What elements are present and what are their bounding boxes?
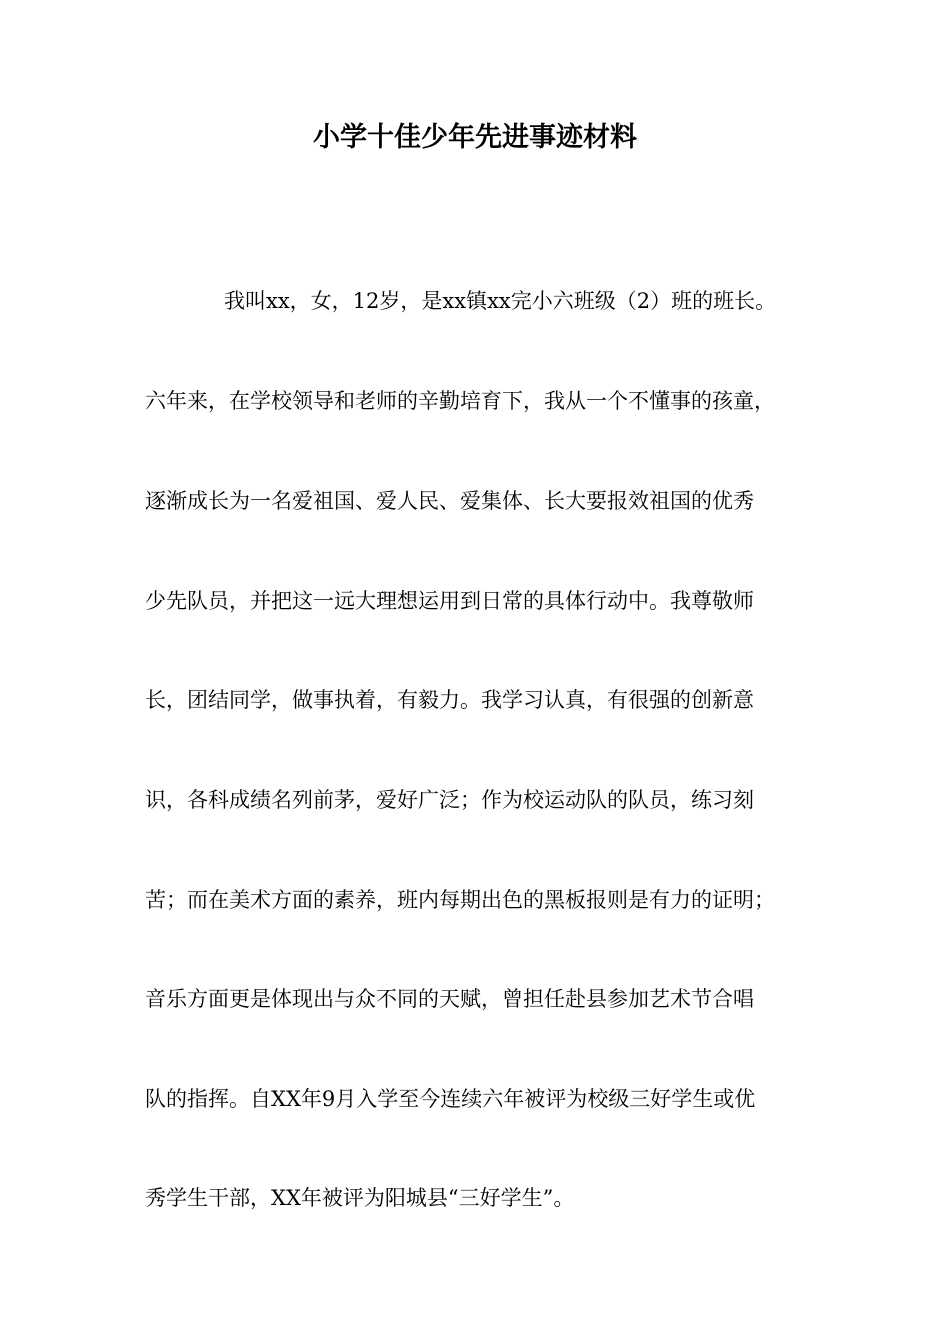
paragraph-line: 识，各科成绩名列前茅，爱好广泛；作为校运动队的队员，练习刻 bbox=[145, 788, 754, 812]
paragraph-line: 秀学生干部，XX年被评为阳城县“三好学生”。 bbox=[145, 1186, 575, 1210]
paragraph-line: 队的指挥。自XX年9月入学至今连续六年被评为校级三好学生或优 bbox=[145, 1087, 756, 1111]
paragraph-line: 音乐方面更是体现出与众不同的天赋，曾担任赴县参加艺术节合唱 bbox=[145, 987, 754, 1011]
document-title: 小学十佳少年先进事迹材料 bbox=[313, 122, 637, 153]
paragraph-line: 苦；而在美术方面的素养，班内每期出色的黑板报则是有力的证明； bbox=[145, 888, 775, 912]
paragraph-line: 逐渐成长为一名爱祖国、爱人民、爱集体、长大要报效祖国的优秀 bbox=[145, 489, 754, 513]
paragraph-line: 我叫xx，女，12岁，是xx镇xx完小六班级（2）班的班长。 bbox=[224, 289, 777, 313]
paragraph-line: 六年来，在学校领导和老师的辛勤培育下，我从一个不懂事的孩童， bbox=[145, 389, 775, 413]
paragraph-line: 长，团结同学，做事执着，有毅力。我学习认真，有很强的创新意 bbox=[145, 688, 754, 712]
paragraph-line: 少先队员，并把这一远大理想运用到日常的具体行动中。我尊敬师 bbox=[145, 589, 754, 613]
